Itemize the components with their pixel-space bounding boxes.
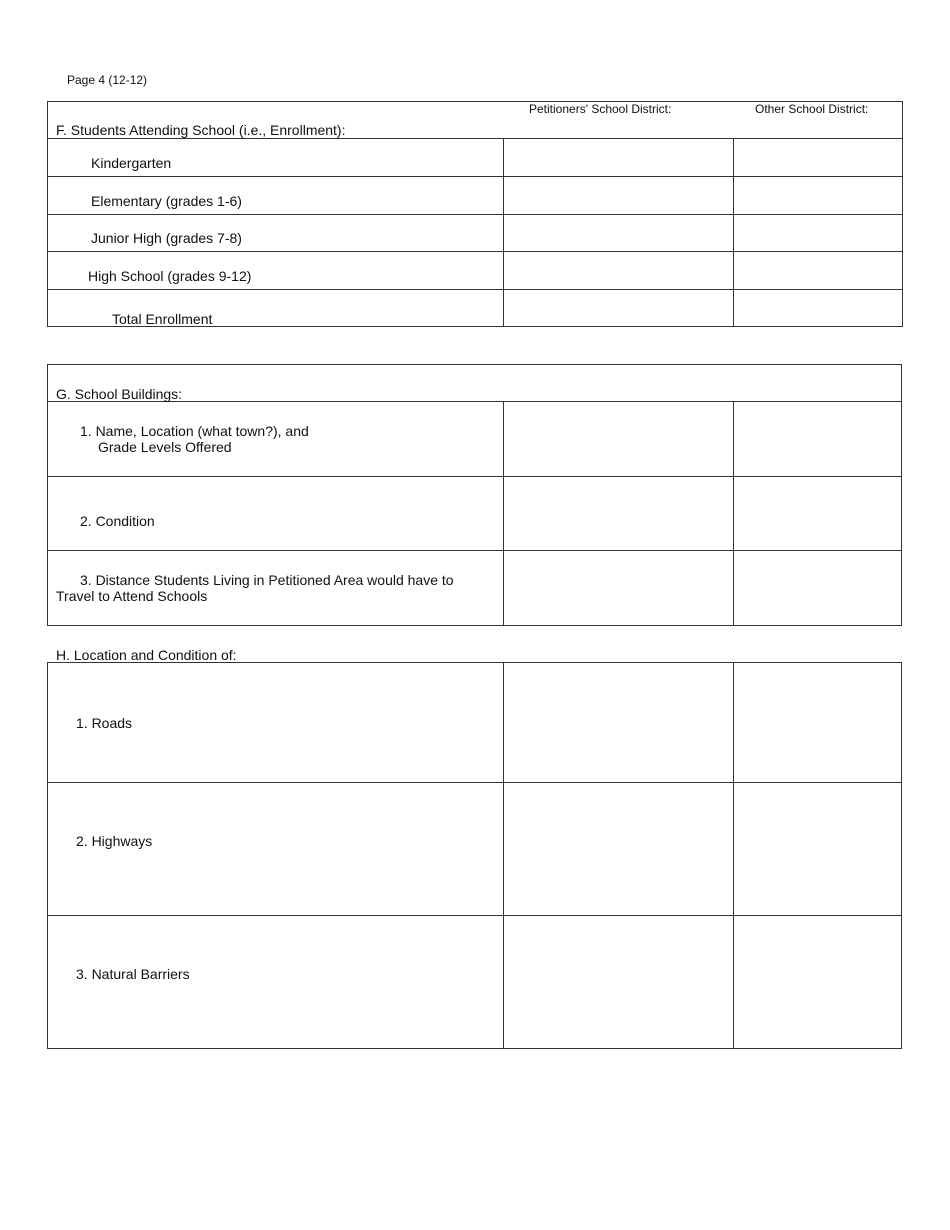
row-label-elementary: Elementary (grades 1-6) bbox=[91, 193, 242, 209]
name-location-other-cell[interactable] bbox=[734, 402, 901, 476]
section-f-title: F. Students Attending School (i.e., Enrollment): bbox=[56, 122, 346, 138]
junior-high-other-cell[interactable] bbox=[734, 215, 902, 251]
highways-petitioners-cell[interactable] bbox=[504, 783, 733, 915]
row-label-grade-levels: Grade Levels Offered bbox=[98, 439, 232, 455]
row-label-name-location: 1. Name, Location (what town?), and bbox=[80, 423, 309, 439]
natural-barriers-petitioners-cell[interactable] bbox=[504, 916, 733, 1048]
row-label-natural-barriers: 3. Natural Barriers bbox=[76, 966, 190, 982]
column-header-petitioners: Petitioners' School District: bbox=[529, 102, 672, 116]
kindergarten-petitioners-cell[interactable] bbox=[504, 139, 733, 176]
elementary-petitioners-cell[interactable] bbox=[504, 177, 733, 214]
row-label-condition: 2. Condition bbox=[80, 513, 155, 529]
roads-other-cell[interactable] bbox=[734, 663, 901, 782]
highways-other-cell[interactable] bbox=[734, 783, 901, 915]
distance-petitioners-cell[interactable] bbox=[504, 551, 733, 625]
distance-other-cell[interactable] bbox=[734, 551, 901, 625]
roads-petitioners-cell[interactable] bbox=[504, 663, 733, 782]
section-h-title: H. Location and Condition of: bbox=[56, 647, 237, 663]
row-label-distance-cont: Travel to Attend Schools bbox=[56, 588, 208, 604]
name-location-petitioners-cell[interactable] bbox=[504, 402, 733, 476]
high-school-petitioners-cell[interactable] bbox=[504, 252, 733, 289]
condition-other-cell[interactable] bbox=[734, 477, 901, 550]
natural-barriers-other-cell[interactable] bbox=[734, 916, 901, 1048]
column-header-other: Other School District: bbox=[755, 102, 869, 116]
junior-high-petitioners-cell[interactable] bbox=[504, 215, 733, 251]
elementary-other-cell[interactable] bbox=[734, 177, 902, 214]
page-number: Page 4 (12-12) bbox=[67, 73, 148, 87]
row-label-distance: 3. Distance Students Living in Petitioned Area would have to bbox=[80, 572, 454, 588]
total-enrollment-other-cell[interactable] bbox=[734, 290, 902, 326]
kindergarten-other-cell[interactable] bbox=[734, 139, 902, 176]
row-label-highways: 2. Highways bbox=[76, 833, 153, 849]
high-school-other-cell[interactable] bbox=[734, 252, 902, 289]
condition-petitioners-cell[interactable] bbox=[504, 477, 733, 550]
row-label-high-school: High School (grades 9-12) bbox=[88, 268, 252, 284]
row-label-junior-high: Junior High (grades 7-8) bbox=[91, 230, 242, 246]
row-label-total-enrollment: Total Enrollment bbox=[112, 311, 213, 327]
row-label-roads: 1. Roads bbox=[76, 715, 133, 731]
total-enrollment-petitioners-cell[interactable] bbox=[504, 290, 733, 326]
row-label-kindergarten: Kindergarten bbox=[91, 155, 172, 171]
section-g-title: G. School Buildings: bbox=[56, 386, 183, 402]
